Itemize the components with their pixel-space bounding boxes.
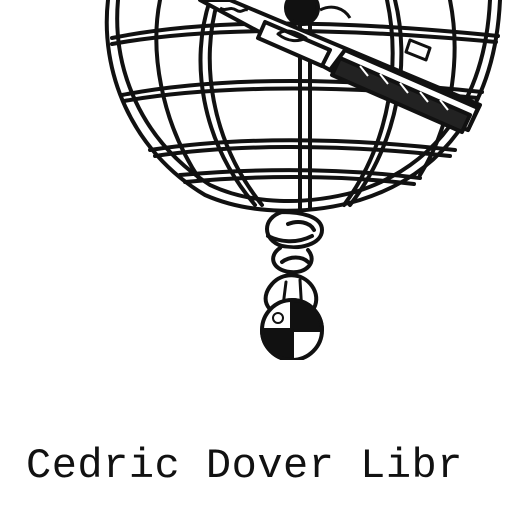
library-name: Cedric Dover Libr <box>26 442 463 490</box>
